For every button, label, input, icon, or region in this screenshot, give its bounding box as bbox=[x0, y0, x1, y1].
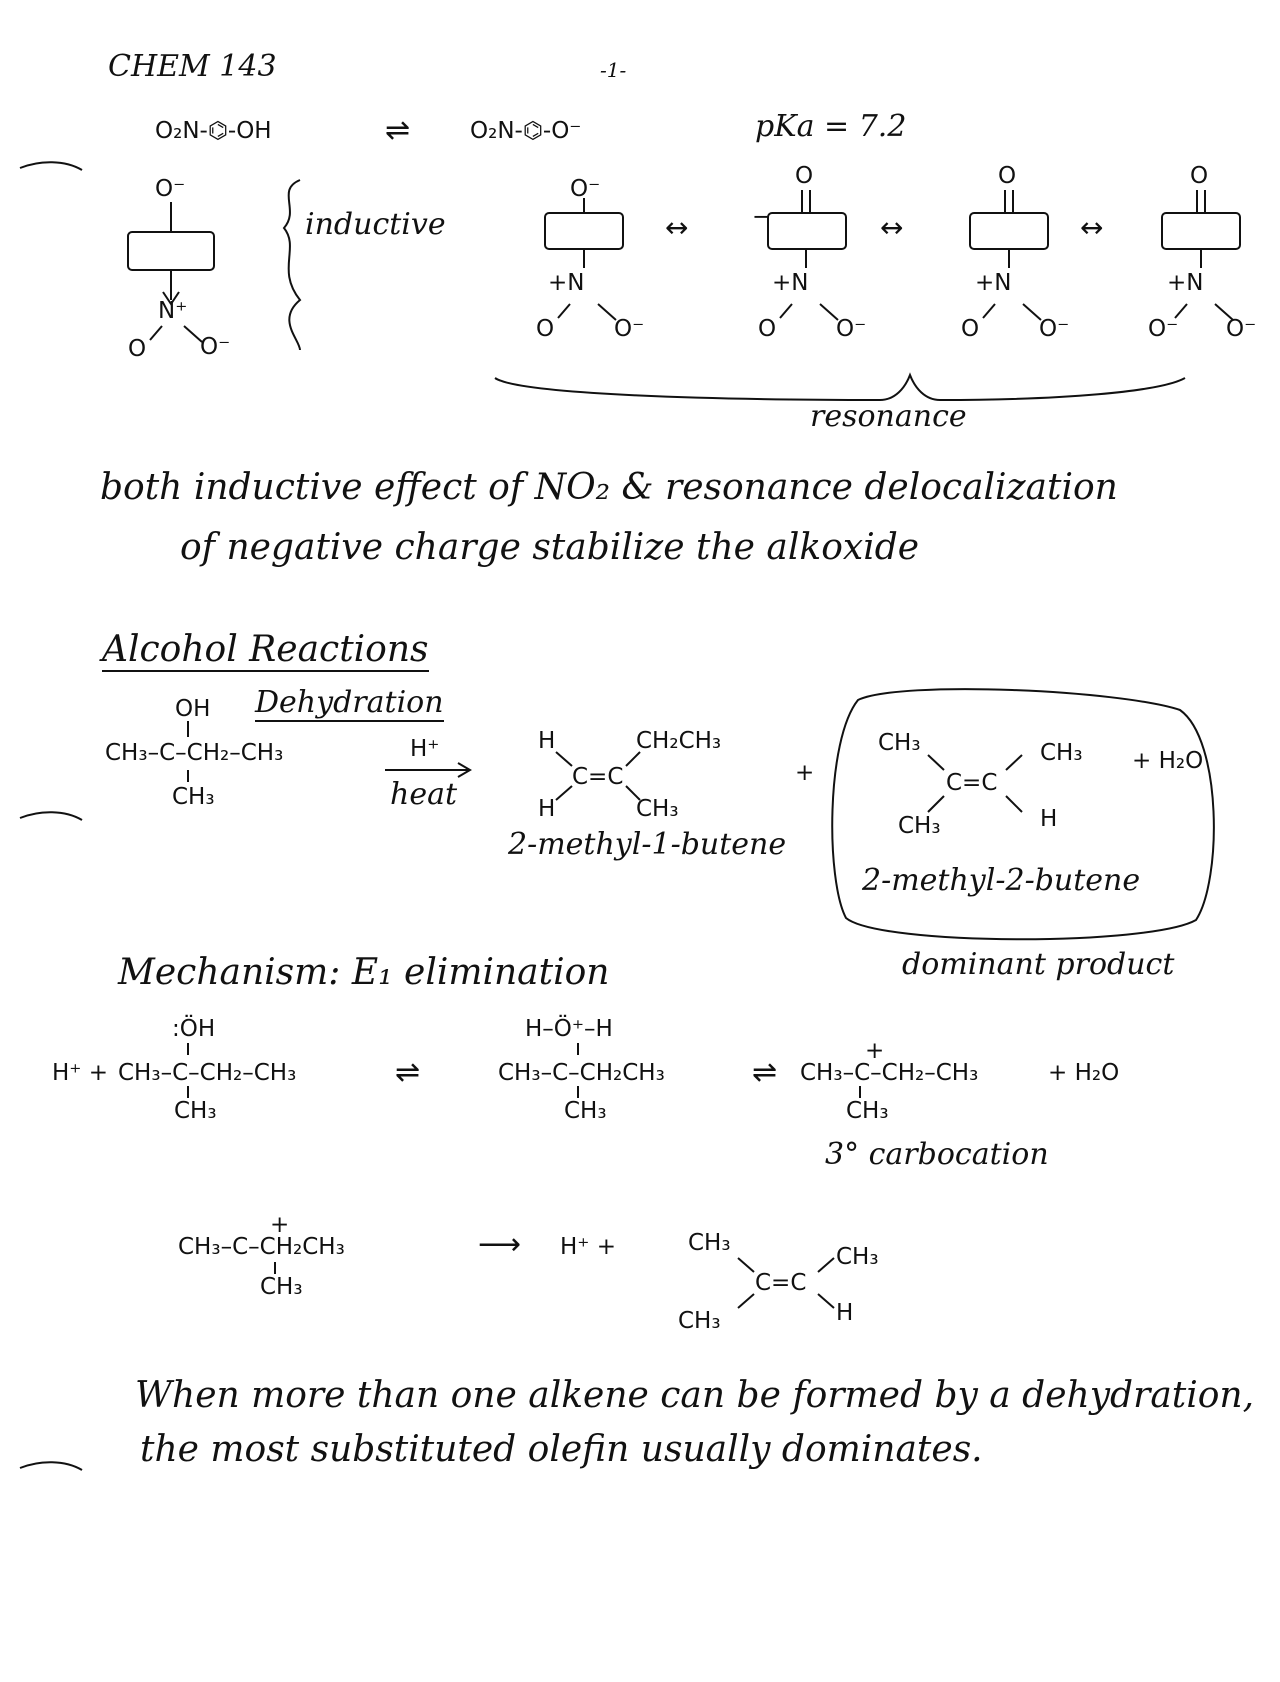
binder-mark bbox=[20, 1462, 82, 1470]
equilibrium-arrow: ⇌ bbox=[385, 113, 411, 148]
atom-label: O bbox=[758, 316, 777, 342]
double-bond: C=C bbox=[946, 770, 998, 796]
dominant-product-label: dominant product bbox=[902, 947, 1175, 982]
atom-label: CH₃ bbox=[172, 784, 215, 810]
nitrophenol-reactant: O₂N‑⌬‑OH bbox=[155, 118, 272, 144]
resonance-arrow: ↔ bbox=[880, 211, 904, 244]
atom-label: CH₃ bbox=[898, 813, 941, 839]
bond bbox=[983, 304, 995, 318]
atom-label: +N bbox=[548, 270, 585, 296]
resonance-brace bbox=[495, 375, 1185, 400]
conclusion-line-2: of negative charge stabilize the alkoxide bbox=[180, 527, 920, 568]
rule-line-1: When more than one alkene can be formed by a dehydration, bbox=[135, 1375, 1255, 1416]
equilibrium-arrow: ⇌ bbox=[395, 1055, 421, 1090]
mechanism-title: Mechanism: E₁ elimination bbox=[118, 952, 610, 993]
inductive-brace bbox=[284, 180, 300, 350]
atom-label: O bbox=[961, 316, 980, 342]
carbocation-label: 3° carbocation bbox=[825, 1137, 1049, 1172]
dominant-product-circle bbox=[832, 689, 1214, 939]
atom-label: O⁻ bbox=[1148, 316, 1179, 342]
atom-label: O⁻ bbox=[614, 316, 645, 342]
inductive-label: inductive bbox=[305, 207, 446, 242]
rule-line-2: the most substituted olefin usually dominates. bbox=[140, 1429, 983, 1470]
atom-label: :ÖH bbox=[172, 1016, 216, 1042]
charge-label: + bbox=[270, 1212, 290, 1238]
atom-label: CH₃ bbox=[1040, 740, 1083, 766]
atom-label: CH₂CH₃ bbox=[636, 728, 722, 754]
atom-label: +N bbox=[1167, 270, 1204, 296]
bond bbox=[780, 304, 792, 318]
atom-label: O bbox=[128, 336, 147, 362]
product-name: 2-methyl-2-butene bbox=[862, 863, 1141, 898]
atom-label: OH bbox=[175, 696, 211, 722]
atom-label: O⁻ bbox=[1039, 316, 1070, 342]
bond bbox=[626, 752, 640, 766]
pka-value: pKa = 7.2 bbox=[755, 109, 907, 144]
bond bbox=[818, 1258, 834, 1272]
bond bbox=[738, 1258, 754, 1272]
atom-label: O⁻ bbox=[570, 176, 601, 202]
atom-label: CH₃ bbox=[260, 1274, 303, 1300]
plus-sign: + bbox=[795, 760, 815, 786]
alcohol-main-chain: CH₃–C–CH₂–CH₃ bbox=[118, 1060, 297, 1086]
bond bbox=[928, 755, 944, 770]
reagent-acid: H⁺ bbox=[410, 736, 440, 762]
bond bbox=[556, 786, 572, 800]
atom-label: CH₃ bbox=[564, 1098, 607, 1124]
resonance-arrow: ↔ bbox=[665, 211, 689, 244]
atom-label: CH₃ bbox=[688, 1230, 731, 1256]
reagent-heat: heat bbox=[390, 777, 458, 812]
oxonium-main-chain: CH₃–C–CH₂CH₃ bbox=[498, 1060, 665, 1086]
reaction-arrow: ⟶ bbox=[478, 1227, 522, 1262]
atom-label: H bbox=[836, 1300, 854, 1326]
carbocation-main-chain: CH₃–C–CH₂–CH₃ bbox=[800, 1060, 979, 1086]
conclusion-line-1: both inductive effect of NO₂ & resonance delocalization bbox=[100, 467, 1118, 508]
bond bbox=[738, 1294, 754, 1308]
page-number: -1- bbox=[600, 58, 627, 82]
binder-mark bbox=[20, 162, 82, 170]
atom-label: O bbox=[998, 163, 1017, 189]
atom-label: H bbox=[538, 796, 556, 822]
atom-label: +N bbox=[975, 270, 1012, 296]
bond bbox=[150, 326, 162, 340]
resonance-ring-2 bbox=[768, 213, 846, 249]
bond bbox=[1006, 796, 1022, 812]
atom-label: CH₃ bbox=[174, 1098, 217, 1124]
charge-label: + bbox=[865, 1038, 885, 1064]
charge-label: − bbox=[752, 204, 772, 230]
atom-label: O bbox=[795, 163, 814, 189]
atom-label: H bbox=[538, 728, 556, 754]
bond bbox=[558, 304, 570, 318]
double-bond: C=C bbox=[572, 764, 624, 790]
atom-label: N⁺ bbox=[158, 298, 188, 324]
dehydration-label: Dehydration bbox=[255, 685, 444, 720]
carbocation-main-chain: CH₃–C–CH₂CH₃ bbox=[178, 1234, 345, 1260]
binder-mark bbox=[20, 812, 82, 820]
proton-reactant: H⁺ + bbox=[52, 1060, 109, 1086]
atom-label: O⁻ bbox=[1226, 316, 1257, 342]
atom-label: O bbox=[536, 316, 555, 342]
oxonium-label: H–Ö⁺–H bbox=[525, 1016, 613, 1042]
bond bbox=[818, 1294, 834, 1308]
resonance-ring-3 bbox=[970, 213, 1048, 249]
water-product: + H₂O bbox=[1048, 1060, 1120, 1086]
proton-product: H⁺ + bbox=[560, 1234, 617, 1260]
nitrophenoxide-product: O₂N‑⌬‑O⁻ bbox=[470, 118, 582, 144]
atom-label: O⁻ bbox=[155, 176, 186, 202]
atom-label: O⁻ bbox=[200, 334, 231, 360]
atom-label: H bbox=[1040, 806, 1058, 832]
atom-label: CH₃ bbox=[836, 1244, 879, 1270]
course-title: CHEM 143 bbox=[108, 49, 277, 84]
atom-label: O bbox=[1190, 163, 1209, 189]
atom-label: CH₃ bbox=[678, 1308, 721, 1334]
water-product: + H₂O bbox=[1132, 748, 1204, 774]
benzene-ring-inductive bbox=[128, 232, 214, 270]
resonance-label: resonance bbox=[810, 399, 967, 434]
bond bbox=[1006, 755, 1022, 770]
atom-label: O⁻ bbox=[836, 316, 867, 342]
section-heading: Alcohol Reactions bbox=[102, 629, 429, 670]
resonance-arrow: ↔ bbox=[1080, 211, 1104, 244]
atom-label: CH₃ bbox=[878, 730, 921, 756]
atom-label: +N bbox=[772, 270, 809, 296]
resonance-ring-4 bbox=[1162, 213, 1240, 249]
resonance-ring-1 bbox=[545, 213, 623, 249]
bond bbox=[556, 752, 572, 766]
equilibrium-arrow: ⇌ bbox=[752, 1055, 778, 1090]
double-bond: C=C bbox=[755, 1270, 807, 1296]
product-name: 2-methyl-1-butene bbox=[508, 827, 787, 862]
substrate-main-chain: CH₃–C–CH₂–CH₃ bbox=[105, 740, 284, 766]
bond bbox=[928, 796, 944, 812]
atom-label: CH₃ bbox=[636, 796, 679, 822]
atom-label: CH₃ bbox=[846, 1098, 889, 1124]
